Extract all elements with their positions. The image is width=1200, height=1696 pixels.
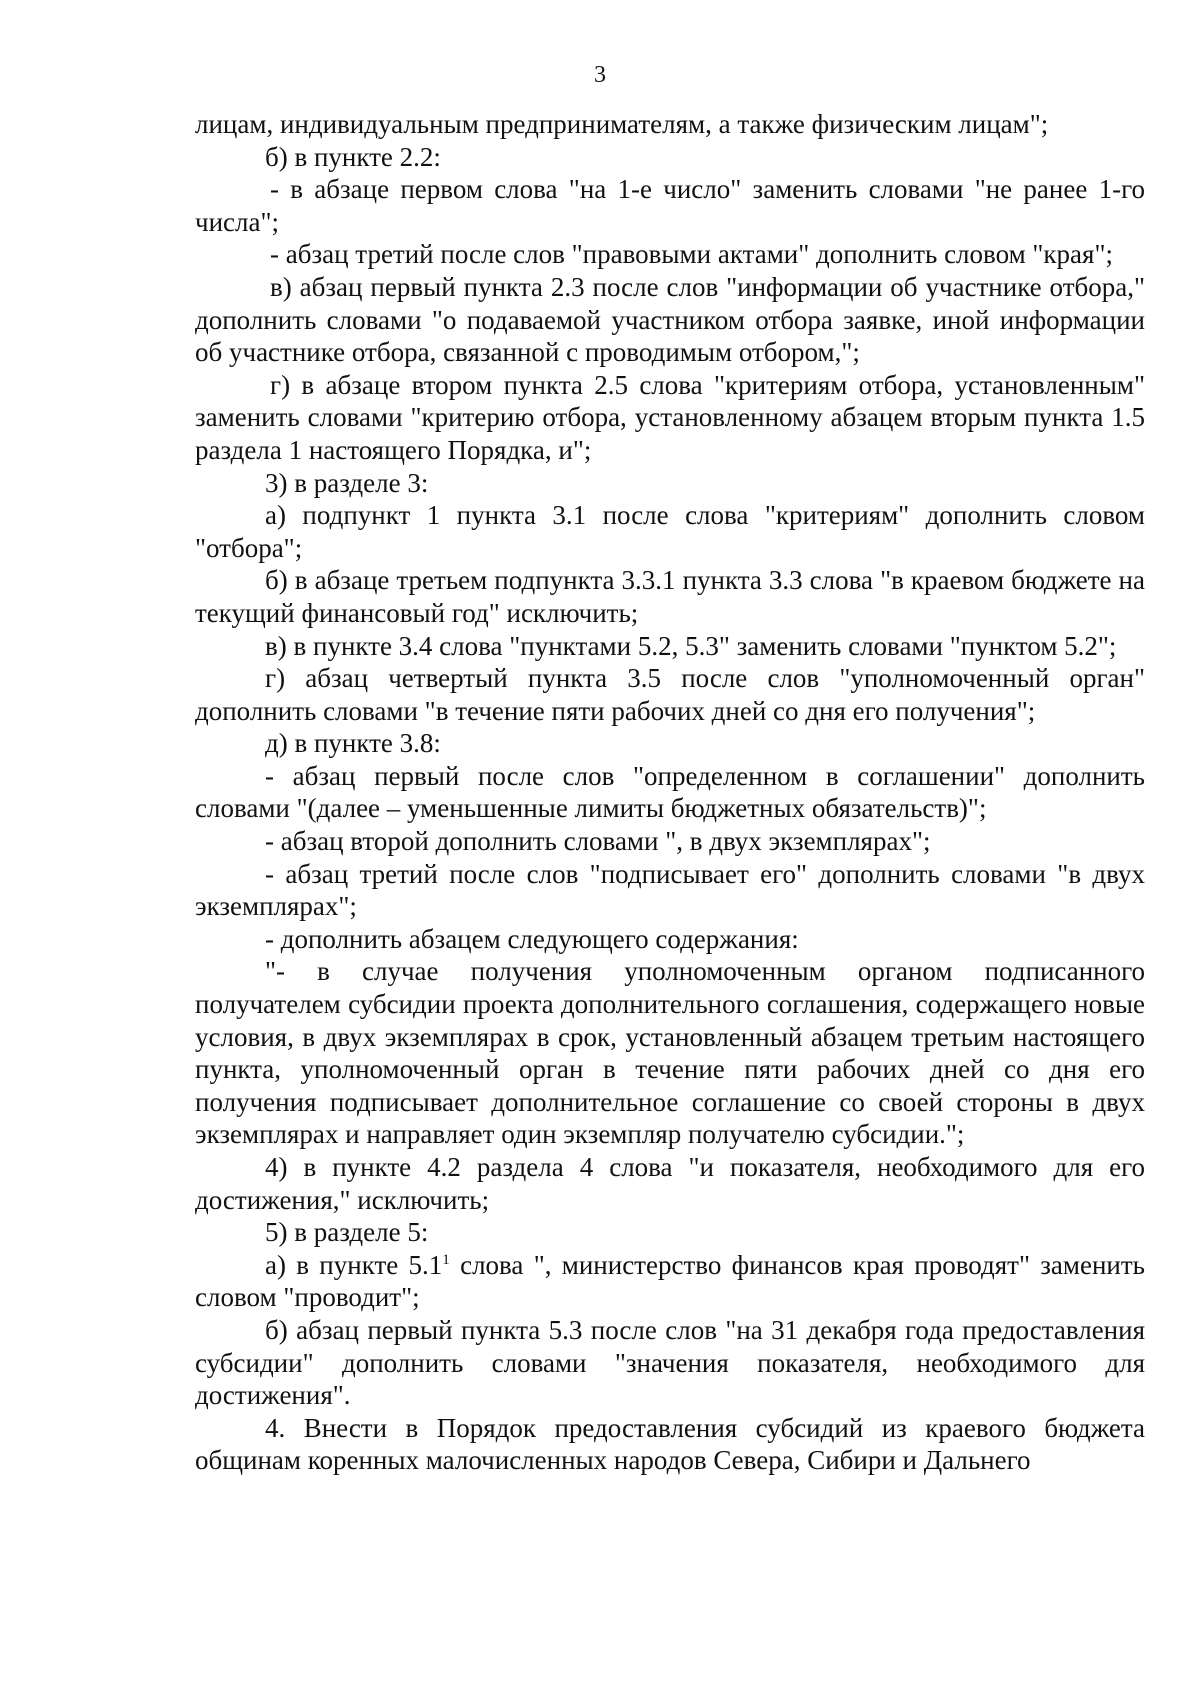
document-body [195, 108, 1145, 1477]
paragraph-text: а) в пункте 5.1 [265, 1249, 443, 1280]
paragraph: - в абзаце первом слова "на 1-е число" заменить словами "не ранее 1-го числа"; [195, 174, 1145, 237]
superscript: 1 [442, 1251, 450, 1268]
paragraph-5-1 [195, 1249, 1145, 1314]
paragraph: - абзац первый после слов "определенном в соглашении" дополнить словами "(далее – уменьшенные лимиты бюджетных обязательств)"; [195, 760, 1145, 824]
paragraph: г) в абзаце втором пункта 2.5 слова "критериям отбора, установленным" заменить словами "критерию отбора, установленному абзацем вторым пункта 1.5 раздела 1 настоящего Порядка, и"; [195, 369, 1145, 465]
paragraph: "- в случае получения уполномоченным органом подписанного получателем субсидии проекта дополнительного соглашения, содержащего новые условия, в двух экземплярах в срок, установленный абзацем третьим настоящего пункта, уполномоченный орган в течение пяти рабочих дней со дня его получения подписывает дополнительное соглашение со своей стороны в двух экземплярах и направляет один экземпляр получателю субсидии."; [195, 956, 1145, 1150]
paragraph: б) в абзаце третьем подпункта 3.3.1 пункта 3.3 слова "в краевом бюджете на текущий финансовый год" исключить; [195, 565, 1145, 628]
paragraph: - абзац третий после слов "правовыми актами" дополнить словом "края"; [270, 239, 1113, 270]
paragraph: - дополнить абзацем следующего содержания: [265, 923, 799, 954]
paragraph: б) абзац первый пункта 5.3 после слов "на 31 декабря года предоставления субсидии" дополнить словами "значения показателя, необходимого для достижения". [195, 1314, 1145, 1411]
paragraph-text: слова ", министерство финансов края проводят" заменить словом "проводит"; [195, 1249, 1145, 1313]
paragraph: б) в пункте 2.2: [265, 141, 441, 172]
paragraph: д) в пункте 3.8: [265, 728, 441, 759]
page-number: 3 [594, 62, 606, 88]
paragraph: 3) в разделе 3: [265, 467, 429, 498]
paragraph: - абзац третий после слов "подписывает его" дополнить словами "в двух экземплярах"; [195, 858, 1145, 922]
paragraph: - абзац второй дополнить словами ", в двух экземплярах"; [265, 826, 931, 857]
paragraph: в) абзац первый пункта 2.3 после слов "информации об участнике отбора," дополнить словами "о подаваемой участником отбора заявке, иной информации об участнике отбора, связанной с проводимым отбором,"; [195, 271, 1145, 368]
paragraph: 4. Внести в Порядок предоставления субсидий из краевого бюджета общинам коренных малочисленных народов Севера, Сибири и Дальнего [195, 1412, 1145, 1476]
paragraph: 5) в разделе 5: [265, 1217, 429, 1248]
paragraph: 4) в пункте 4.2 раздела 4 слова "и показателя, необходимого для его достижения," исключить; [195, 1152, 1145, 1215]
paragraph: а) подпункт 1 пункта 3.1 после слова "критериям" дополнить словом "отбора"; [195, 500, 1145, 563]
paragraph: в) в пункте 3.4 слова "пунктами 5.2, 5.3" заменить словами "пунктом 5.2"; [265, 630, 1117, 661]
paragraph: г) абзац четвертый пункта 3.5 после слов "уполномоченный орган" дополнить словами "в течение пяти рабочих дней со дня его получения"; [195, 663, 1145, 726]
paragraph: лицам, индивидуальным предпринимателям, а также физическим лицам"; [195, 109, 1049, 139]
